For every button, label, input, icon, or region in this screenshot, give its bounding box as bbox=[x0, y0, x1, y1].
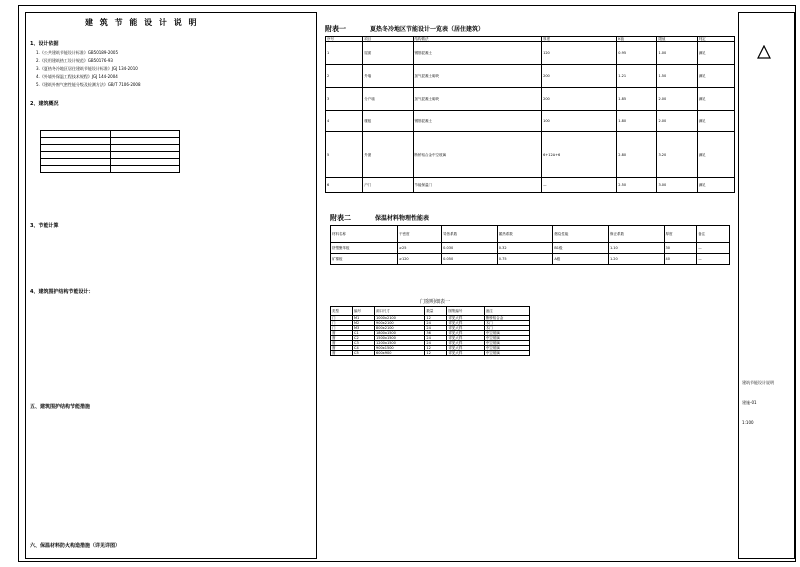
table3-cell: 1800x1500 bbox=[375, 331, 425, 336]
table2-header: 修正系数 bbox=[608, 226, 664, 243]
table2-header: 干密度 bbox=[398, 226, 442, 243]
table3-cell: C5 bbox=[353, 351, 375, 356]
table3-cell: 中空玻璃 bbox=[484, 336, 529, 341]
table1-cell: 楼板 bbox=[363, 111, 413, 132]
table1-cell: 分户墙 bbox=[363, 88, 413, 111]
table-row bbox=[326, 65, 735, 88]
table3-cell: 800x2100 bbox=[375, 326, 425, 331]
table1-cell: 4 bbox=[326, 111, 363, 132]
table2-title: 保温材料物理性能表 bbox=[375, 215, 430, 222]
table1-cell: 1 bbox=[326, 42, 363, 65]
table1-cell: 5 bbox=[326, 132, 363, 178]
table3-cell: C4 bbox=[353, 346, 375, 351]
ref-1: 1.《公共建筑节能设计标准》GB50189-2005 bbox=[36, 50, 119, 55]
table1-cell: — bbox=[542, 178, 617, 193]
table1-cell: 200 bbox=[542, 65, 617, 88]
table2-cell: B1级 bbox=[553, 243, 609, 254]
table2-cell: ≥25 bbox=[398, 243, 442, 254]
table1-cell: 2.00 bbox=[657, 88, 697, 111]
table3-cell: 门 bbox=[331, 326, 353, 331]
table1-cell: 钢筋混凝土 bbox=[413, 42, 542, 65]
table3-cell: 600x900 bbox=[375, 351, 425, 356]
table1-cell: 1.21 bbox=[617, 65, 657, 88]
table3-header: 编号 bbox=[353, 307, 375, 316]
table1-cell: 屋面 bbox=[363, 42, 413, 65]
table1-cell: 2.80 bbox=[617, 132, 657, 178]
table-row bbox=[326, 132, 735, 178]
table2-header: 燃烧性能 bbox=[553, 226, 609, 243]
table1-cell: 满足 bbox=[697, 42, 734, 65]
table1-header: K值 bbox=[617, 37, 657, 42]
ref-2: 2.《民用建筑热工设计规范》GB50176-93 bbox=[36, 58, 113, 63]
section-overview: 2、建筑概况 bbox=[30, 101, 59, 107]
table1-cell: 1.80 bbox=[617, 111, 657, 132]
table3-cell: 详见大样 bbox=[447, 351, 484, 356]
ref-4: 4.《外墙外保温工程技术规程》JGJ 144-2004 bbox=[36, 74, 118, 79]
table1-cell: 钢筋混凝土 bbox=[413, 111, 542, 132]
table1-header: 项目 bbox=[363, 37, 413, 42]
table3-header: 类型 bbox=[331, 307, 353, 316]
table-row bbox=[331, 243, 730, 254]
table2-header: 厚度 bbox=[664, 226, 697, 243]
table3-cell: 详见大样 bbox=[447, 336, 484, 341]
table3-cell: 详见大样 bbox=[447, 321, 484, 326]
table2-header: 导热系数 bbox=[442, 226, 498, 243]
table2-cell: — bbox=[697, 243, 730, 254]
table-row bbox=[331, 351, 530, 356]
table2-cell: 0.32 bbox=[497, 243, 553, 254]
title-block-scale: 1:100 bbox=[742, 420, 754, 425]
table2-cell: 矿棉板 bbox=[331, 254, 398, 265]
table2-cell: 30 bbox=[664, 243, 697, 254]
table3-cell: M2 bbox=[353, 321, 375, 326]
table1-cell: 3.20 bbox=[657, 132, 697, 178]
table-row bbox=[326, 42, 735, 65]
table3-cell: 12 bbox=[425, 351, 447, 356]
table3-cell: 1500x1500 bbox=[375, 336, 425, 341]
table1-cell: 满足 bbox=[697, 178, 734, 193]
table2-header: 材料名称 bbox=[331, 226, 398, 243]
table3-cell: 门 bbox=[331, 316, 353, 321]
table1-cell: 2 bbox=[326, 65, 363, 88]
table3-title: 门窗明细表一 bbox=[420, 299, 451, 305]
table3-cell: 窗 bbox=[331, 331, 353, 336]
table3-cell: 详见大样 bbox=[447, 346, 484, 351]
left-panel-frame bbox=[25, 12, 317, 559]
table3-cell: M1 bbox=[353, 316, 375, 321]
table1-header: 厚度 bbox=[542, 37, 617, 42]
title-block-drawing-no: 建施-01 bbox=[742, 400, 757, 405]
table1-cell: 满足 bbox=[697, 88, 734, 111]
table1-cell: 3 bbox=[326, 88, 363, 111]
table3-cell: 详见大样 bbox=[447, 331, 484, 336]
table1-cell: 3.00 bbox=[657, 178, 697, 193]
table3-cell: 24 bbox=[425, 321, 447, 326]
table1-cell: 100 bbox=[542, 111, 617, 132]
table1-header: 限值 bbox=[657, 37, 697, 42]
table-row bbox=[326, 178, 735, 193]
table1-title: 夏热冬冷地区节能设计一览表（居住建筑） bbox=[370, 26, 485, 33]
table1-cell: 2.00 bbox=[657, 111, 697, 132]
section-envelope: 4、建筑围护结构节能设计： bbox=[30, 289, 94, 295]
table2-cell: 40 bbox=[664, 254, 697, 265]
table2 bbox=[330, 225, 730, 265]
table2-cell: ≥120 bbox=[398, 254, 442, 265]
table3-cell: 24 bbox=[425, 336, 447, 341]
table3-cell: M3 bbox=[353, 326, 375, 331]
table1-header: 结构做法 bbox=[413, 37, 542, 42]
table-row bbox=[326, 88, 735, 111]
table3-cell: 断桥铝合金 bbox=[484, 316, 529, 321]
table3-header: 备注 bbox=[484, 307, 529, 316]
overview-table bbox=[40, 130, 180, 173]
table3-cell: 窗 bbox=[331, 346, 353, 351]
title-block-project: 建筑节能设计说明 bbox=[742, 380, 774, 385]
title-block-frame bbox=[738, 12, 795, 559]
table2-header: 蓄热系数 bbox=[497, 226, 553, 243]
table3-cell: 1200x1500 bbox=[375, 341, 425, 346]
section-design-basis: 1、设计依据 bbox=[30, 41, 59, 47]
table1-cell: 满足 bbox=[697, 111, 734, 132]
table1-cell: 1.85 bbox=[617, 88, 657, 111]
table1-cell: 2.50 bbox=[617, 178, 657, 193]
table3-cell: 12 bbox=[425, 316, 447, 321]
table3-cell: 详见大样 bbox=[447, 326, 484, 331]
spec-title: 建 筑 节 能 设 计 说 明 bbox=[85, 18, 199, 27]
table1-label: 附表一 bbox=[325, 25, 346, 33]
table3-cell: 详见大样 bbox=[447, 341, 484, 346]
table3-cell: 窗 bbox=[331, 341, 353, 346]
table1-cell: 200 bbox=[542, 88, 617, 111]
table3-cell: 中空玻璃 bbox=[484, 341, 529, 346]
section-fire: 六、保温材料防火构造措施（详见详图） bbox=[30, 543, 121, 549]
company-logo-icon bbox=[757, 45, 771, 59]
table2-cell: — bbox=[697, 254, 730, 265]
table3-cell: 900x1500 bbox=[375, 346, 425, 351]
table3-header: 洞口尺寸 bbox=[375, 307, 425, 316]
table2-label: 附表二 bbox=[330, 214, 351, 222]
table1-cell: 节能保温门 bbox=[413, 178, 542, 193]
table3-cell: 24 bbox=[425, 326, 447, 331]
table3-cell: 门 bbox=[331, 321, 353, 326]
table3-cell: 中空玻璃 bbox=[484, 331, 529, 336]
table1-cell: 6 bbox=[326, 178, 363, 193]
table1-cell: 外窗 bbox=[363, 132, 413, 178]
table2-cell: A级 bbox=[553, 254, 609, 265]
table3-cell: 24 bbox=[425, 341, 447, 346]
table1 bbox=[325, 36, 735, 193]
table1-cell: 1.50 bbox=[657, 65, 697, 88]
table1-header: 序号 bbox=[326, 37, 363, 42]
table3-cell: C1 bbox=[353, 331, 375, 336]
table3-cell: 36 bbox=[425, 331, 447, 336]
table2-cell: 0.030 bbox=[442, 243, 498, 254]
table1-cell: 120 bbox=[542, 42, 617, 65]
table3-cell: 木门 bbox=[484, 326, 529, 331]
table3-cell: 详见大样 bbox=[447, 316, 484, 321]
table1-cell: 外墙 bbox=[363, 65, 413, 88]
table3-header: 图集编号 bbox=[447, 307, 484, 316]
table3-cell: C2 bbox=[353, 336, 375, 341]
table3-cell: 12 bbox=[425, 346, 447, 351]
table2-cell: 0.050 bbox=[442, 254, 498, 265]
table2-cell: 挤塑聚苯板 bbox=[331, 243, 398, 254]
table2-cell: 1.10 bbox=[608, 243, 664, 254]
table1-cell: 满足 bbox=[697, 65, 734, 88]
table3-cell: 窗 bbox=[331, 336, 353, 341]
ref-3: 3.《夏热冬冷地区居住建筑节能设计标准》JGJ 134-2010 bbox=[36, 66, 138, 71]
table3-header: 数量 bbox=[425, 307, 447, 316]
ref-5: 5.《建筑外窗气密性能分级及检测方法》GB/T 7106-2008 bbox=[36, 82, 141, 87]
table1-cell: 加气混凝土砌块 bbox=[413, 88, 542, 111]
table-row bbox=[326, 111, 735, 132]
table3-cell: C3 bbox=[353, 341, 375, 346]
table-row bbox=[331, 254, 730, 265]
table1-cell: 0.95 bbox=[617, 42, 657, 65]
table3 bbox=[330, 306, 530, 356]
table2-cell: 1.20 bbox=[608, 254, 664, 265]
table3-cell: 中空玻璃 bbox=[484, 351, 529, 356]
section-measures: 五、建筑围护结构节能措施 bbox=[30, 404, 91, 410]
table3-cell: 1000x2100 bbox=[375, 316, 425, 321]
table2-header: 备注 bbox=[697, 226, 730, 243]
table1-cell: 6+12A+6 bbox=[542, 132, 617, 178]
table3-cell: 窗 bbox=[331, 351, 353, 356]
table3-cell: 中空玻璃 bbox=[484, 346, 529, 351]
table2-cell: 0.75 bbox=[497, 254, 553, 265]
table1-cell: 满足 bbox=[697, 132, 734, 178]
table3-cell: 900x2100 bbox=[375, 321, 425, 326]
table1-cell: 断桥铝合金中空玻璃 bbox=[413, 132, 542, 178]
table3-cell: 木门 bbox=[484, 321, 529, 326]
table1-cell: 加气混凝土砌块 bbox=[413, 65, 542, 88]
section-calc: 3、节能计算 bbox=[30, 223, 59, 229]
table1-cell: 户门 bbox=[363, 178, 413, 193]
table1-cell: 1.00 bbox=[657, 42, 697, 65]
table1-header: 判定 bbox=[697, 37, 734, 42]
